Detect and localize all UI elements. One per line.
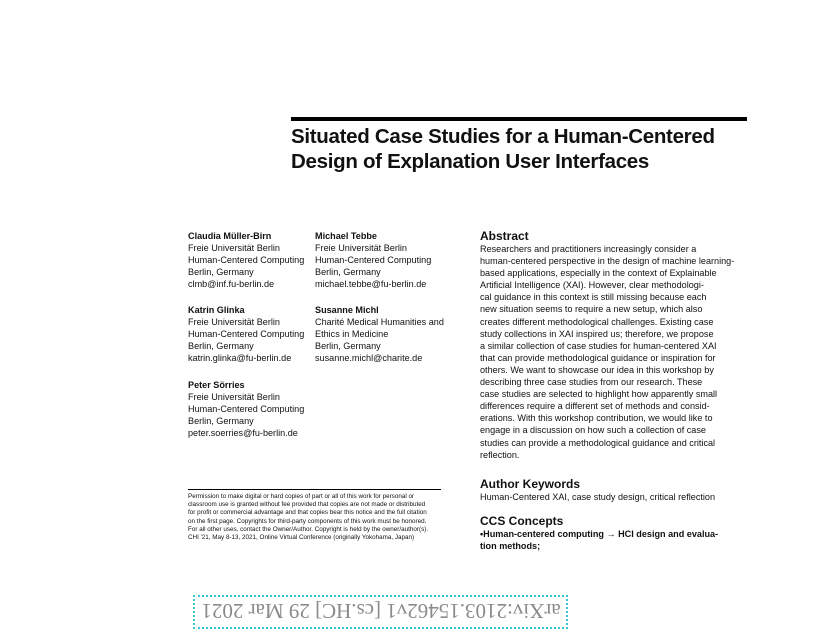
keywords-text: Human-Centered XAI, case study design, critical reflection: [480, 492, 716, 502]
abstract-line: describing three case studies from our research. These: [480, 377, 703, 388]
author-block: [188, 304, 304, 364]
author-name: Susanne Michl: [315, 305, 379, 315]
author-email: susanne.michl@charite.de: [315, 353, 423, 364]
abstract-line: differences require a different set of methods and consid-: [480, 401, 710, 412]
abstract-line: Researchers and practitioners increasingly consider a: [480, 244, 697, 254]
author-line: Charité Medical Humanities and: [315, 317, 444, 328]
keywords-section: [480, 477, 752, 503]
author-email: michael.tebbe@fu-berlin.de: [315, 279, 427, 290]
author-line: Freie Universität Berlin: [188, 317, 280, 328]
author-line: Berlin, Germany: [188, 416, 254, 427]
abstract-line: a similar collection of case studies for human-centered XAI: [480, 340, 717, 351]
author-email: katrin.glinka@fu-berlin.de: [188, 353, 292, 364]
permission-line: Permission to make digital or hard copies of part or all of this work for personal or: [188, 493, 415, 500]
author-line: Freie Universität Berlin: [188, 392, 280, 403]
abstract-line: study collections in XAI inspired us; therefore, we propose: [480, 328, 714, 339]
author-line: Berlin, Germany: [188, 341, 254, 352]
permission-line: for profit or commercial advantage and that copies bear this notice and the full citation: [188, 509, 427, 517]
abstract-line: case studies are selected to highlight how apparently small: [480, 389, 718, 400]
author-line: Human-Centered Computing: [188, 329, 305, 340]
keywords-heading: Author Keywords: [480, 477, 581, 491]
abstract-line: that can provide methodological guidance or inspiration for: [480, 352, 716, 363]
author-email: peter.soerries@fu-berlin.de: [188, 428, 298, 439]
paper-title: [291, 124, 761, 174]
author-name: Katrin Glinka: [188, 305, 245, 315]
author-line: Freie Universität Berlin: [315, 243, 407, 254]
abstract-line: based applications, especially in the context of Explainable: [480, 268, 717, 279]
author-block: [315, 304, 444, 364]
abstract-line: human-centered perspective in the design of machine learning-: [480, 256, 735, 267]
abstract-line: new situation seems to require a new setup, which also: [480, 304, 703, 315]
abstract-line: creates different methodological challenges. Existing case: [480, 316, 714, 327]
author-block: [188, 379, 304, 439]
ccs-heading: CCS Concepts: [480, 514, 564, 528]
permission-line: classroom use is granted without fee provided that copies are not made or distributed: [188, 501, 426, 509]
abstract-line: erations. With this workshop contribution, we would like to: [480, 413, 713, 424]
permission-rule: [188, 489, 441, 490]
title-rule: [291, 117, 747, 121]
author-line: Ethics in Medicine: [315, 329, 389, 340]
ccs-section: [480, 514, 752, 552]
title-line: Design of Explanation User Interfaces: [291, 150, 650, 173]
title-line: Situated Case Studies for a Human-Centered: [291, 125, 715, 148]
ccs-line: tion methods;: [480, 541, 541, 552]
abstract-line: Artificial Intelligence (XAI). However, clear methodologi-: [480, 280, 704, 291]
abstract-section: [480, 229, 752, 461]
ccs-line: •Human-centered computing → HCI design and evalua-: [480, 529, 719, 539]
abstract-heading: Abstract: [480, 229, 529, 243]
abstract-line: others. We want to showcase our idea in this workshop by: [480, 364, 714, 375]
author-line: Freie Universität Berlin: [188, 243, 280, 254]
author-line: Berlin, Germany: [315, 267, 381, 278]
author-line: Berlin, Germany: [315, 341, 381, 352]
abstract-text: [480, 243, 752, 461]
author-name: Claudia Müller-Birn: [188, 231, 272, 241]
permission-line: For all other uses, contact the Owner/Author. Copyright is held by the owner/author(s).: [188, 525, 429, 533]
permission-line: CHI '21, May 8-13, 2021, Online Virtual Conference (originally Yokohama, Japan): [188, 534, 415, 542]
author-line: Human-Centered Computing: [188, 404, 305, 415]
author-name: Peter Sörries: [188, 380, 245, 390]
permission-line: on the first page. Copyrights for third-party components of this work must be honored.: [188, 517, 427, 525]
author-email: clmb@inf.fu-berlin.de: [188, 279, 275, 290]
ccs-text: [480, 528, 752, 552]
abstract-line: studies can provide a methodological guidance and critical: [480, 437, 716, 448]
author-line: Human-Centered Computing: [315, 255, 432, 266]
abstract-line: engage in a discussion on how such a collection of case: [480, 425, 706, 436]
author-block: [188, 230, 304, 290]
author-name: Michael Tebbe: [315, 231, 377, 241]
author-block: [315, 230, 431, 290]
abstract-line: cal guidance in this context is still missing because each: [480, 292, 707, 303]
permission-notice: [188, 493, 458, 542]
author-line: Human-Centered Computing: [188, 255, 305, 266]
abstract-line: reflection.: [480, 449, 520, 460]
arxiv-stamp[interactable]: arXiv:2103.15462v1 [cs.HC] 29 Mar 2021: [201, 599, 561, 623]
author-line: Berlin, Germany: [188, 267, 254, 278]
